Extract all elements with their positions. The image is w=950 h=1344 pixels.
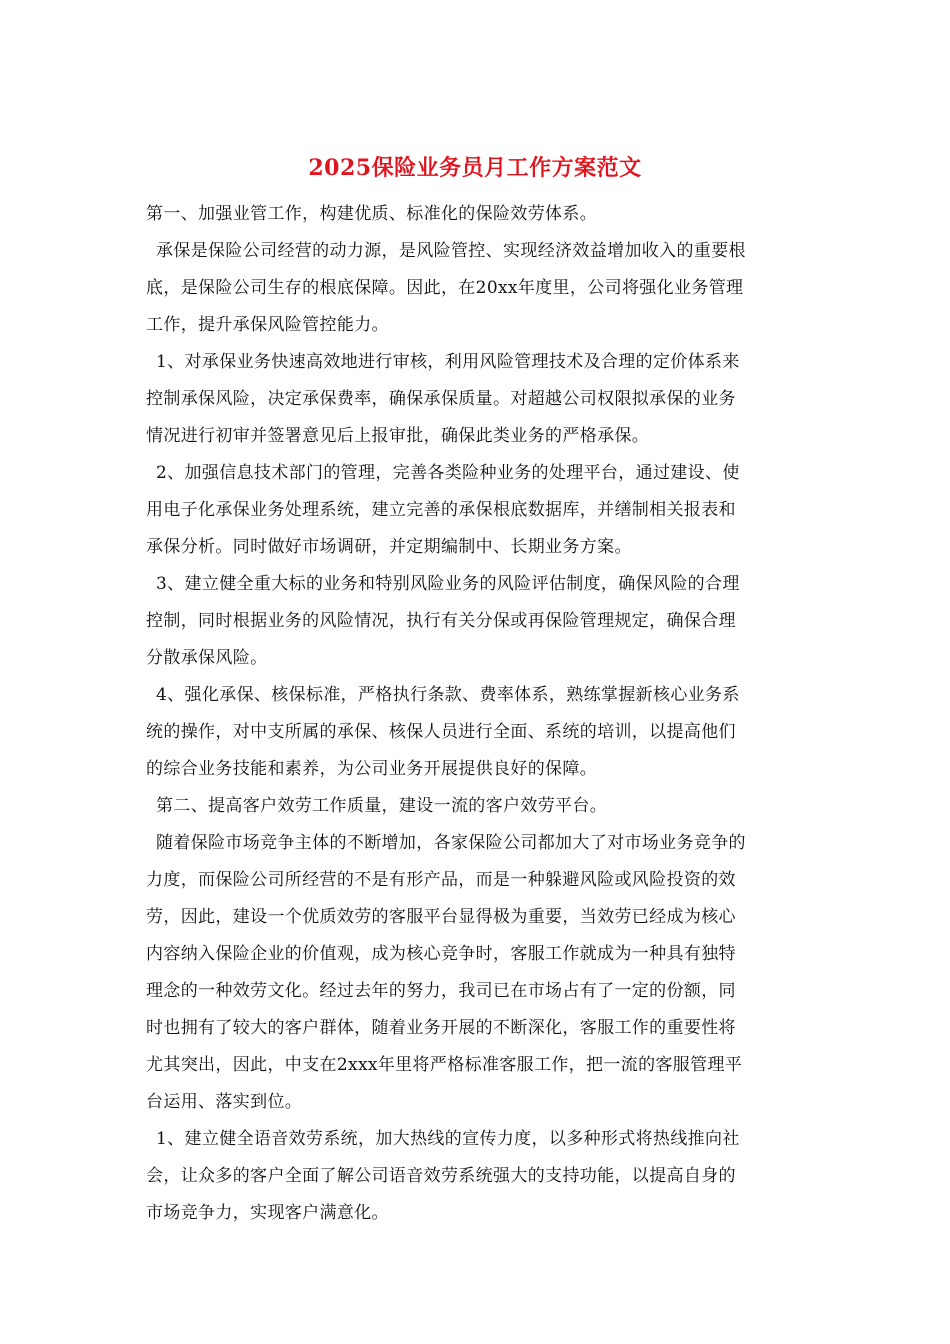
text-line: 控制承保风险，决定承保费率，确保承保质量。对超越公司权限拟承保的业务 (146, 389, 736, 409)
text-line: 尤其突出，因此，中支在2xxx年里将严格标准客服工作，把一流的客服管理平 (146, 1055, 743, 1075)
document-body (146, 196, 808, 1232)
text-line: 第一、加强业管工作，构建优质、标准化的保险效劳体系。 (146, 204, 598, 224)
text-line: 劳，因此，建设一个优质效劳的客服平台显得极为重要，当效劳已经成为核心 (146, 907, 736, 927)
text-line: 3、建立健全重大标的业务和特别风险业务的风险评估制度，确保风险的合理 (156, 574, 740, 594)
text-line: 统的操作，对中支所属的承保、核保人员进行全面、系统的培训，以提高他们 (146, 722, 736, 742)
text-line: 的综合业务技能和素养，为公司业务开展提供良好的保障。 (146, 759, 598, 779)
text-line: 情况进行初审并签署意见后上报审批，确保此类业务的严格承保。 (146, 426, 650, 446)
text-line: 内容纳入保险企业的价值观，成为核心竞争时，客服工作就成为一种具有独特 (146, 944, 736, 964)
text-line: 4、强化承保、核保标准，严格执行条款、费率体系，熟练掌握新核心业务系 (156, 685, 740, 705)
text-line: 底，是保险公司生存的根底保障。因此，在20xx年度里，公司将强化业务管理 (146, 278, 744, 298)
text-line: 用电子化承保业务处理系统，建立完善的承保根底数据库，并缮制相关报表和 (146, 500, 736, 520)
text-line: 市场竞争力，实现客户满意化。 (146, 1203, 389, 1223)
text-line: 控制，同时根据业务的风险情况，执行有关分保或再保险管理规定，确保合理 (146, 611, 736, 631)
text-line: 台运用、落实到位。 (146, 1092, 303, 1112)
text-line: 1、建立健全语音效劳系统，加大热线的宣传力度，以多种形式将热线推向社 (156, 1129, 740, 1149)
text-line: 1、对承保业务快速高效地进行审核，利用风险管理技术及合理的定价体系来 (156, 352, 740, 372)
text-line: 承保是保险公司经营的动力源，是风险管控、实现经济效益增加收入的重要根 (156, 241, 746, 261)
text-line: 随着保险市场竞争主体的不断增加，各家保险公司都加大了对市场业务竞争的 (156, 833, 746, 853)
text-line: 力度，而保险公司所经营的不是有形产品，而是一种躲避风险或风险投资的效 (146, 870, 736, 890)
text-line: 分散承保风险。 (146, 648, 268, 668)
document-title: 2025保险业务员月工作方案范文 (308, 155, 642, 181)
text-line: 时也拥有了较大的客户群体，随着业务开展的不断深化，客服工作的重要性将 (146, 1018, 736, 1038)
text-line: 2、加强信息技术部门的管理，完善各类险种业务的处理平台，通过建设、使 (156, 463, 740, 483)
text-line: 承保分析。同时做好市场调研，并定期编制中、长期业务方案。 (146, 537, 632, 557)
text-line: 第二、提高客户效劳工作质量，建设一流的客户效劳平台。 (156, 796, 608, 816)
text-line: 理念的一种效劳文化。经过去年的努力，我司已在市场占有了一定的份额，同 (146, 981, 736, 1001)
text-line: 会，让众多的客户全面了解公司语音效劳系统强大的支持功能，以提高自身的 (146, 1166, 736, 1186)
text-line: 工作，提升承保风险管控能力。 (146, 315, 389, 335)
